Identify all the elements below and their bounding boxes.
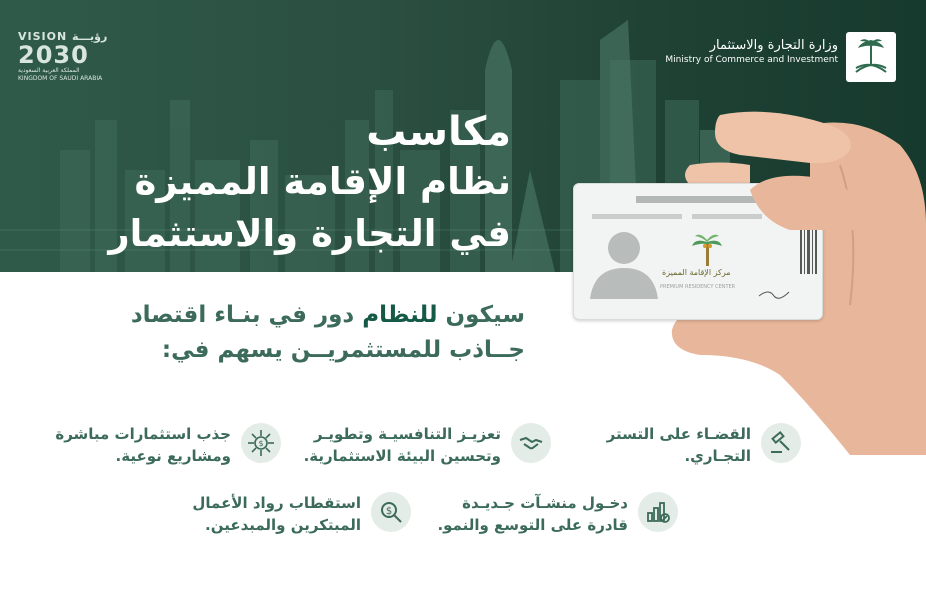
benefit-line2: المبتكرين والمبدعين. <box>205 516 361 534</box>
gavel-icon <box>761 423 801 463</box>
benefit-item <box>437 492 678 536</box>
intro-line2: جــاذب للمستثمريــن يسهم في: <box>161 337 525 363</box>
benefit-item <box>304 423 551 467</box>
palm-swords-emblem-icon <box>846 32 896 82</box>
vision-arabic: رؤيـــة <box>72 30 108 43</box>
vision-year: 2030 <box>18 41 89 69</box>
ministry-name-ar: وزارة التجارة والاستثمار <box>709 38 838 53</box>
benefit-line1: دخـول منشـآت جـديـدة <box>462 494 628 512</box>
intro-text <box>60 298 525 368</box>
dollar-search-icon <box>371 492 411 532</box>
vision-2030-logo <box>18 30 114 83</box>
ministry-name <box>665 38 838 66</box>
benefit-line1: جذب استثمارات مباشرة <box>55 425 231 443</box>
vision-country-ar: المملكة العربية السعودية <box>18 67 80 74</box>
intro-line1-prefix: سيكون <box>437 302 525 328</box>
benefit-item <box>607 423 801 467</box>
intro-line1 <box>60 298 525 333</box>
growth-chart-icon <box>638 492 678 532</box>
svg-text:$: $ <box>258 439 264 448</box>
money-snowflake-icon <box>241 423 281 463</box>
benefit-line1: القضـاء على التستر <box>606 425 751 443</box>
vision-country-en: KINGDOM OF SAUDI ARABIA <box>18 75 103 82</box>
intro-line1-suffix: دور في بنـاء اقتصاد <box>130 302 363 328</box>
benefit-line2: التجـاري. <box>684 447 751 465</box>
handshake-icon <box>511 423 551 463</box>
hero-title-line2: نظام الإقامة المميزة <box>134 160 511 203</box>
svg-text:$: $ <box>385 506 393 517</box>
benefit-line2: وتحسين البيئة الاستثمارية. <box>303 447 501 465</box>
palm-logo <box>692 235 722 266</box>
ministry-name-en: Ministry of Commerce and Investment <box>665 55 838 65</box>
benefit-item <box>192 492 411 536</box>
card-center-name-en: PREMIUM RESIDENCY CENTER <box>660 284 736 290</box>
hero-title <box>11 108 511 260</box>
benefit-line2: ومشاريع نوعية. <box>115 447 231 465</box>
benefit-line1: تعزيـز التنافسيـة وتطويـر <box>313 425 501 443</box>
benefit-item <box>55 423 281 467</box>
card-center-name-ar: مركز الإقامة المميزة <box>662 268 731 277</box>
hero-title-line3: في التجارة والاستثمار <box>108 212 511 255</box>
intro-highlight: للنظام <box>362 302 438 328</box>
benefit-line2: قادرة على التوسع والنمو. <box>437 516 628 534</box>
benefit-line1: استقطاب رواد الأعمال <box>192 494 361 512</box>
thumb-illustration <box>740 150 860 230</box>
vision-label: VISION <box>18 30 68 43</box>
hero-title-line1: مكاسب <box>366 109 511 155</box>
